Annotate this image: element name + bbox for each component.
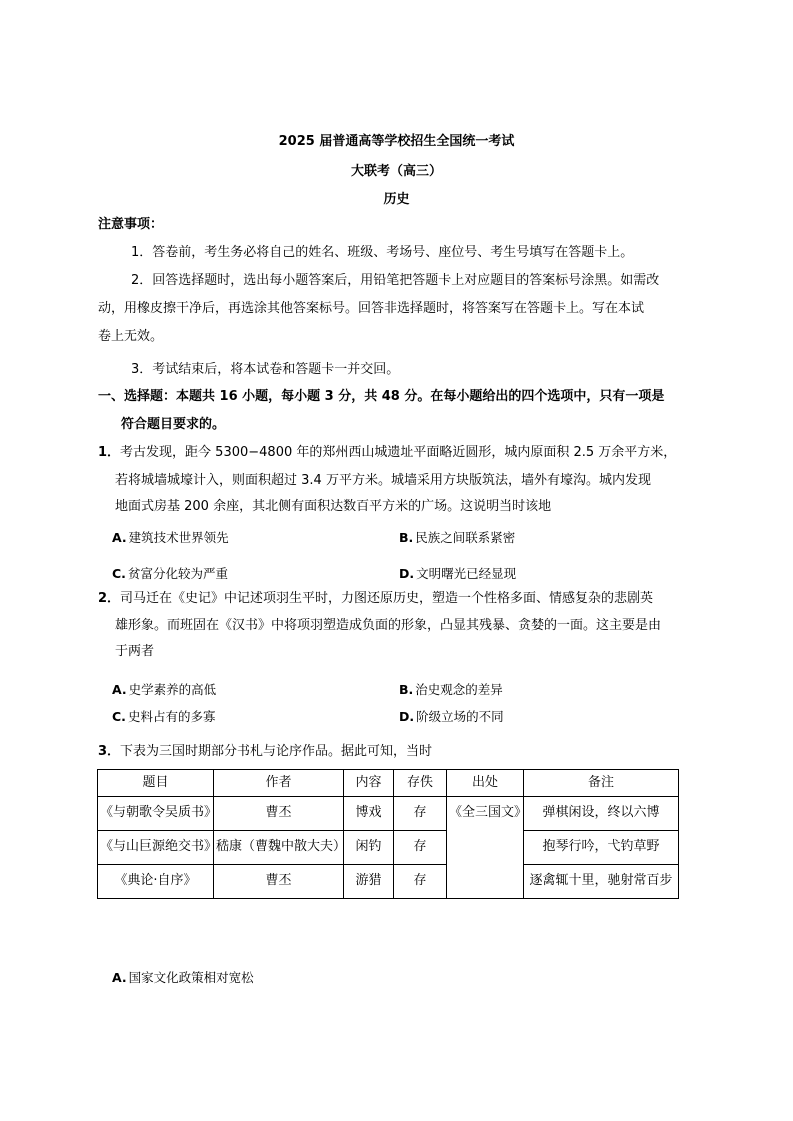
question-1-line1 <box>98 446 676 459</box>
question-1-line3: 地面式房基 200 余座，其北侧有面积达数百平方米的广场。这说明当时该地 <box>115 499 552 514</box>
question-3-line1 <box>98 745 432 758</box>
table-header-cell: 题目 <box>98 770 214 797</box>
question-2-number: 2． <box>98 591 121 606</box>
question-1-line2: 若将城墙城壕计入，则面积超过 3.4 万平方米。城墙采用方块版筑法，墙外有壕沟。城内发现 <box>115 473 651 488</box>
work-title-cell: 《典论·自序》 <box>98 865 214 899</box>
question-2-line1 <box>98 592 653 605</box>
work-title-cell: 《与山巨源绝交书》 <box>98 831 214 865</box>
table-header-cell: 作者 <box>214 770 344 797</box>
q2-option-a[interactable]: A. 史学素养的高低 <box>112 682 217 697</box>
table-row <box>98 797 679 831</box>
question-2-text: 司马迁在《史记》中记述项羽生平时，力图还原历史，塑造一个性格多面、情感复杂的悲剧英 <box>120 591 654 606</box>
q2-option-c[interactable]: C. 史料占有的多寡 <box>112 709 216 724</box>
q2-option-d[interactable]: D. 阶级立场的不同 <box>399 709 504 724</box>
q1-option-d[interactable]: D. 文明曙光已经显现 <box>399 566 517 581</box>
work-author-cell: 曹丕 <box>214 797 344 831</box>
question-2-line3: 于两者 <box>115 644 155 659</box>
q1-option-a[interactable]: A. 建筑技术世界领先 <box>112 530 229 545</box>
notice-item-3: 3．考试结束后，将本试卷和答题卡一并交回。 <box>131 362 400 377</box>
section-heading-line2: 符合题目要求的。 <box>121 417 226 432</box>
q3-option-a[interactable]: A. 国家文化政策相对宽松 <box>112 970 254 985</box>
notice-item-2-line1: 2．回答选择题时，选出每小题答案后，用铅笔把答题卡上对应题目的答案标号涂黑。如需改 <box>131 273 660 288</box>
work-note-cell: 抱琴行吟，弋钓草野 <box>524 831 679 865</box>
work-author-cell: 曹丕 <box>214 865 344 899</box>
question-1-text: 考古发现，距今 5300−4800 年的郑州西山城遗址平面略近圆形，城内原面积 2.5 万余平方米， <box>120 445 677 460</box>
table-row <box>98 865 679 899</box>
q2-option-b[interactable]: B. 治史观念的差异 <box>399 682 503 697</box>
work-source-cell: 《全三国文》 <box>447 797 524 899</box>
question-2-line2: 雄形象。而班固在《汉书》中将项羽塑造成负面的形象，凸显其残暴、贪婪的一面。这主要是由 <box>115 618 662 633</box>
table-header-cell: 出处 <box>447 770 524 797</box>
exam-subtitle: 大联考（高三） <box>350 164 442 179</box>
works-table <box>97 769 679 899</box>
work-content-cell: 游猎 <box>344 865 394 899</box>
work-title-cell: 《与朝歌令吴质书》 <box>98 797 214 831</box>
notice-item-1: 1．答卷前，考生务必将自己的姓名、班级、考场号、座位号、考生号填写在答题卡上。 <box>131 245 634 260</box>
q1-option-c[interactable]: C. 贫富分化较为严重 <box>112 566 228 581</box>
section-heading-line1: 一、选择题：本题共 16 小题，每小题 3 分，共 48 分。在每小题给出的四个选项中，只有一项是 <box>98 389 665 404</box>
q1-option-b[interactable]: B. 民族之间联系紧密 <box>399 530 516 545</box>
table-header-cell: 存佚 <box>394 770 447 797</box>
work-author-cell: 嵇康（曹魏中散大夫） <box>214 831 344 865</box>
notice-item-2-line2: 动，用橡皮擦干净后，再选涂其他答案标号。回答非选择题时，将答案写在答题卡上。写在本试 <box>98 301 645 316</box>
notice-item-2-line3: 卷上无效。 <box>98 329 164 344</box>
table-header-cell: 内容 <box>344 770 394 797</box>
question-3-text: 下表为三国时期部分书札与论序作品。据此可知，当时 <box>120 744 433 759</box>
work-note-cell: 逐禽辄十里，驰射常百步 <box>524 865 679 899</box>
work-status-cell: 存 <box>394 865 447 899</box>
notice-heading: 注意事项： <box>98 217 164 232</box>
table-header-row <box>98 770 679 797</box>
work-status-cell: 存 <box>394 831 447 865</box>
table-header-cell: 备注 <box>524 770 679 797</box>
exam-title: 2025 届普通高等学校招生全国统一考试 <box>278 134 515 149</box>
work-status-cell: 存 <box>394 797 447 831</box>
question-1-number: 1． <box>98 445 121 460</box>
subject-title: 历史 <box>383 192 410 207</box>
table-row <box>98 831 679 865</box>
work-content-cell: 博戏 <box>344 797 394 831</box>
work-note-cell: 弹棋闲设，终以六博 <box>524 797 679 831</box>
question-3-number: 3． <box>98 744 121 759</box>
work-content-cell: 闲钓 <box>344 831 394 865</box>
